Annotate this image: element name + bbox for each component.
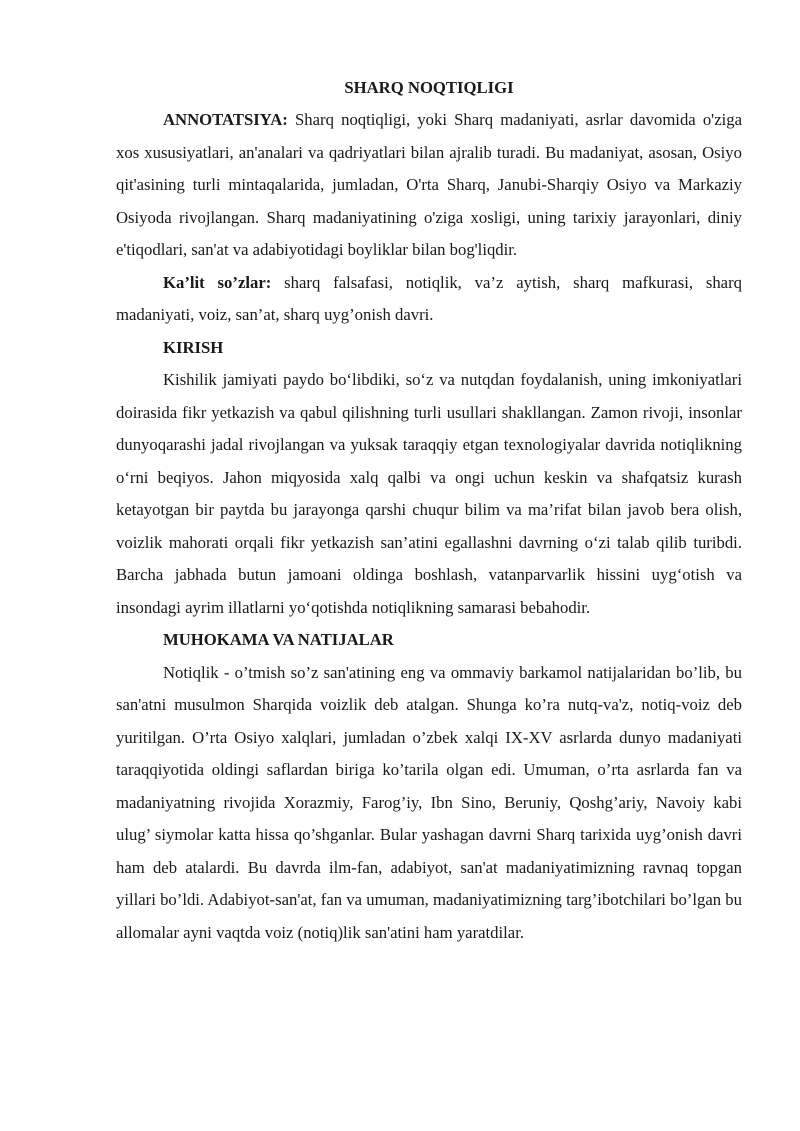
keywords-label: Ka’lit so’zlar: <box>163 272 272 292</box>
annotation-label: ANNOTATSIYA: <box>163 110 288 129</box>
annotation-paragraph <box>116 104 742 267</box>
annotation-text: Sharq noqtiqligi, yoki Sharq madaniyati, asrlar davomida o'ziga xos xususiyatlari, an'analari va qadriyatlari bilan ajralib turadi. Bu madaniyat, asosan, Osiyo qit'asining turli mintaqalarida, jumladan, O'rta Sharq, Janubi-Sharqiy Osiyo va Markaziy Osiyoda rivojlangan. Sharq madaniyatining o'ziga xosligi, uning tarixiy jarayonlari, diniy e'tiqodlari, san'at va adabiyotidagi boyliklar bilan bog'liqdir. <box>116 110 742 259</box>
keywords-paragraph <box>116 267 742 332</box>
introduction-paragraph: Kishilik jamiyati paydo bo‘libdiki, so‘z va nutqdan foydalanish, uning imkoniyatlari doirasida fikr yetkazish va qabul qilishning turli usullari shakllangan. Zamon rivoji, insonlar dunyoqarashi jadal rivojlangan va yuksak taraqqiy etgan texnologiyalar davrida notiqlikning o‘rni beqiyos. Jahon miqyosida xalq qalbi va ongi uchun keskin va shafqatsiz kurash ketayotgan bir paytda bu jarayonga qarshi chuqur bilim va ma’rifat bilan javob bera olish, voizlik mahorati orqali fikr yetkazish san’atini egallashni davrning o‘zi talab qilib turibdi. Barcha jabhada butun jamoani oldinga boshlash, vatanparvarlik hissini uyg‘otish va insondagi ayrim illatlarni yo‘qotishda notiqlikning samarasi bebahodir. <box>116 370 742 617</box>
section-heading-introduction: KIRISH <box>163 337 224 357</box>
keywords-text: sharq falsafasi, notiqlik, va’z aytish, sharq mafkurasi, sharq madaniyati, voiz, san’at, sharq uyg’onish davri. <box>116 272 742 324</box>
discussion-paragraph: Notiqlik - o’tmish so’z san'atining eng va ommaviy barkamol natijalaridan bo’lib, bu san'atni musulmon Sharqida voizlik deb atalgan. Shunga ko’ra nutq-va'z, notiq-voiz deb yuritilgan. O’rta Osiyo xalqlari, jumladan o’zbek xalqi IX-XV asrlarda dunyo madaniyati taraqqiyotida oldingi saflardan biriga ko’tarila olgan edi. Umuman, o’rta asrlarda fan va madaniyatning rivojida Xorazmiy, Farog’iy, Ibn Sino, Beruniy, Qoshg’ariy, Navoiy kabi ulug’ siymolar katta hissa qo’shganlar. Bular yashagan davrni Sharq tarixida uyg’onish davri ham deb atalardi. Bu davrda ilm-fan, adabiyot, san'at madaniyatimizning ravnaq topgan yillari bo’ldi. Adabiyot-san'at, fan va umuman, madaniyatimizning targ’ibotchilari bo’lgan bu allomalar ayni vaqtda voiz (notiq)lik san'atini ham yaratdilar. <box>116 662 742 942</box>
section-heading-discussion: MUHOKAMA VA NATIJALAR <box>163 630 394 649</box>
document-title: SHARQ NOQTIQLIGI <box>344 78 514 97</box>
document-page <box>116 72 742 949</box>
